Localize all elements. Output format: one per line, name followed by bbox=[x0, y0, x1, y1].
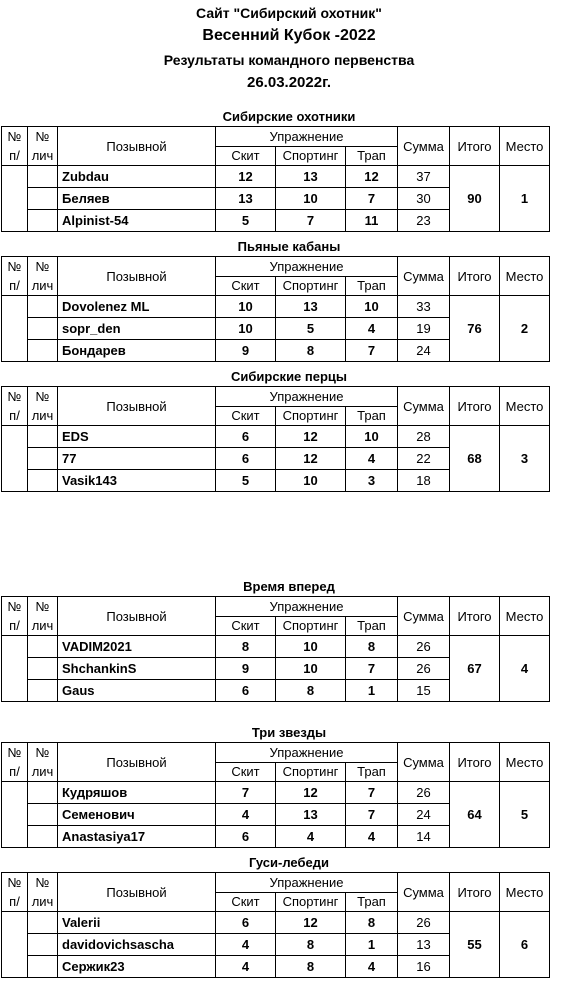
player-row bbox=[2, 296, 550, 318]
team-name: Три звезды bbox=[251, 725, 327, 740]
col-header-exercise: Упражнение bbox=[216, 387, 398, 407]
player-index-cell bbox=[28, 636, 58, 658]
player-nick: sopr_den bbox=[58, 318, 216, 340]
col-header-sum: Сумма bbox=[398, 387, 450, 426]
player-sum: 23 bbox=[398, 210, 450, 232]
skeet-score: 6 bbox=[216, 826, 276, 848]
col-header-exercise: Упражнение bbox=[216, 127, 398, 147]
col-header-exercise: Упражнение bbox=[216, 873, 398, 893]
col-header-total: Итого bbox=[450, 873, 500, 912]
player-index-cell bbox=[28, 296, 58, 318]
team-total: 64 bbox=[450, 782, 500, 848]
player-index-cell bbox=[28, 448, 58, 470]
trap-score: 8 bbox=[346, 912, 398, 934]
team-name: Гуси-лебеди bbox=[249, 855, 329, 870]
sporting-score: 8 bbox=[276, 680, 346, 702]
trap-score: 8 bbox=[346, 636, 398, 658]
player-index-cell bbox=[28, 826, 58, 848]
col-header-total: Итого bbox=[450, 597, 500, 636]
team-total: 55 bbox=[450, 912, 500, 978]
trap-score: 4 bbox=[346, 826, 398, 848]
skeet-score: 10 bbox=[216, 296, 276, 318]
player-index-cell bbox=[28, 470, 58, 492]
team-index-cell bbox=[2, 426, 28, 492]
col-header-place: Место bbox=[500, 257, 550, 296]
col-header-num-lich: № лич bbox=[28, 873, 58, 912]
sporting-score: 13 bbox=[276, 166, 346, 188]
player-nick: Бондарев bbox=[58, 340, 216, 362]
trap-score: 10 bbox=[346, 296, 398, 318]
col-header-trap: Трап bbox=[346, 616, 398, 636]
col-header-total: Итого bbox=[450, 743, 500, 782]
col-header-num-lich: № лич bbox=[28, 597, 58, 636]
team-place: 1 bbox=[500, 166, 550, 232]
player-nick: 77 bbox=[58, 448, 216, 470]
player-nick: Dovolenez ML bbox=[58, 296, 216, 318]
player-row bbox=[2, 782, 550, 804]
col-header-trap: Трап bbox=[346, 146, 398, 166]
team-index-cell bbox=[2, 636, 28, 702]
skeet-score: 5 bbox=[216, 470, 276, 492]
skeet-score: 13 bbox=[216, 188, 276, 210]
sporting-score: 12 bbox=[276, 426, 346, 448]
player-nick: Alpinist-54 bbox=[58, 210, 216, 232]
col-header-place: Место bbox=[500, 127, 550, 166]
team-results-table bbox=[1, 742, 550, 848]
col-header-place: Место bbox=[500, 873, 550, 912]
trap-score: 7 bbox=[346, 782, 398, 804]
col-header-sporting: Спортинг bbox=[276, 276, 346, 296]
col-header-num-lich: № лич bbox=[28, 127, 58, 166]
col-header-skeet: Скит bbox=[216, 616, 276, 636]
player-index-cell bbox=[28, 210, 58, 232]
skeet-score: 9 bbox=[216, 340, 276, 362]
player-nick: EDS bbox=[58, 426, 216, 448]
player-index-cell bbox=[28, 340, 58, 362]
team-results-table bbox=[1, 256, 550, 362]
col-header-sporting: Спортинг bbox=[276, 762, 346, 782]
player-row bbox=[2, 426, 550, 448]
col-header-exercise: Упражнение bbox=[216, 743, 398, 763]
col-header-num-p: № п/ bbox=[2, 597, 28, 636]
player-sum: 24 bbox=[398, 804, 450, 826]
col-header-trap: Трап bbox=[346, 406, 398, 426]
col-header-nick: Позывной bbox=[58, 257, 216, 296]
player-sum: 22 bbox=[398, 448, 450, 470]
player-index-cell bbox=[28, 166, 58, 188]
skeet-score: 4 bbox=[216, 804, 276, 826]
skeet-score: 6 bbox=[216, 448, 276, 470]
col-header-num-lich: № лич bbox=[28, 387, 58, 426]
team-results-table bbox=[1, 872, 550, 978]
team-name: Сибирские охотники bbox=[222, 109, 356, 124]
sporting-score: 12 bbox=[276, 448, 346, 470]
skeet-score: 4 bbox=[216, 956, 276, 978]
player-sum: 13 bbox=[398, 934, 450, 956]
sporting-score: 4 bbox=[276, 826, 346, 848]
col-header-num-lich: № лич bbox=[28, 743, 58, 782]
player-nick: Vasik143 bbox=[58, 470, 216, 492]
trap-score: 3 bbox=[346, 470, 398, 492]
trap-score: 11 bbox=[346, 210, 398, 232]
col-header-num-p: № п/ bbox=[2, 257, 28, 296]
player-sum: 37 bbox=[398, 166, 450, 188]
col-header-skeet: Скит bbox=[216, 892, 276, 912]
col-header-sum: Сумма bbox=[398, 597, 450, 636]
col-header-skeet: Скит bbox=[216, 146, 276, 166]
player-index-cell bbox=[28, 804, 58, 826]
team-place: 4 bbox=[500, 636, 550, 702]
col-header-trap: Трап bbox=[346, 762, 398, 782]
event-date: 26.03.2022г. bbox=[247, 74, 331, 91]
col-header-skeet: Скит bbox=[216, 276, 276, 296]
col-header-sum: Сумма bbox=[398, 743, 450, 782]
player-sum: 33 bbox=[398, 296, 450, 318]
skeet-score: 9 bbox=[216, 658, 276, 680]
player-index-cell bbox=[28, 934, 58, 956]
trap-score: 1 bbox=[346, 934, 398, 956]
col-header-trap: Трап bbox=[346, 892, 398, 912]
player-index-cell bbox=[28, 318, 58, 340]
col-header-nick: Позывной bbox=[58, 387, 216, 426]
col-header-place: Место bbox=[500, 743, 550, 782]
col-header-total: Итого bbox=[450, 257, 500, 296]
col-header-num-p: № п/ bbox=[2, 873, 28, 912]
col-header-exercise: Упражнение bbox=[216, 597, 398, 617]
sporting-score: 8 bbox=[276, 934, 346, 956]
col-header-num-p: № п/ bbox=[2, 387, 28, 426]
player-nick: Valerii bbox=[58, 912, 216, 934]
col-header-sum: Сумма bbox=[398, 257, 450, 296]
site-title: Сайт "Сибирский охотник" bbox=[196, 5, 382, 21]
team-index-cell bbox=[2, 166, 28, 232]
col-header-nick: Позывной bbox=[58, 743, 216, 782]
col-header-nick: Позывной bbox=[58, 127, 216, 166]
col-header-sporting: Спортинг bbox=[276, 406, 346, 426]
team-results-table bbox=[1, 386, 550, 492]
sporting-score: 5 bbox=[276, 318, 346, 340]
trap-score: 1 bbox=[346, 680, 398, 702]
col-header-sum: Сумма bbox=[398, 873, 450, 912]
player-nick: Gaus bbox=[58, 680, 216, 702]
sporting-score: 10 bbox=[276, 636, 346, 658]
col-header-num-p: № п/ bbox=[2, 127, 28, 166]
sporting-score: 12 bbox=[276, 912, 346, 934]
team-place: 2 bbox=[500, 296, 550, 362]
player-nick: VADIM2021 bbox=[58, 636, 216, 658]
skeet-score: 6 bbox=[216, 680, 276, 702]
skeet-score: 6 bbox=[216, 912, 276, 934]
skeet-score: 7 bbox=[216, 782, 276, 804]
cup-title: Весенний Кубок -2022 bbox=[202, 27, 376, 44]
player-sum: 16 bbox=[398, 956, 450, 978]
player-sum: 26 bbox=[398, 658, 450, 680]
col-header-total: Итого bbox=[450, 127, 500, 166]
player-nick: Семенович bbox=[58, 804, 216, 826]
trap-score: 7 bbox=[346, 804, 398, 826]
col-header-num-lich: № лич bbox=[28, 257, 58, 296]
sporting-score: 13 bbox=[276, 296, 346, 318]
team-index-cell bbox=[2, 912, 28, 978]
skeet-score: 8 bbox=[216, 636, 276, 658]
trap-score: 7 bbox=[346, 658, 398, 680]
results-subtitle: Результаты командного первенства bbox=[163, 52, 415, 68]
col-header-nick: Позывной bbox=[58, 873, 216, 912]
player-sum: 14 bbox=[398, 826, 450, 848]
col-header-sporting: Спортинг bbox=[276, 146, 346, 166]
team-results-table bbox=[1, 126, 550, 232]
team-name: Время вперед bbox=[243, 579, 335, 594]
player-nick: davidovichsascha bbox=[58, 934, 216, 956]
player-nick: ShchankinS bbox=[58, 658, 216, 680]
col-header-place: Место bbox=[500, 597, 550, 636]
trap-score: 7 bbox=[346, 188, 398, 210]
skeet-score: 6 bbox=[216, 426, 276, 448]
player-nick: Сержик23 bbox=[58, 956, 216, 978]
player-sum: 30 bbox=[398, 188, 450, 210]
player-sum: 28 bbox=[398, 426, 450, 448]
team-place: 5 bbox=[500, 782, 550, 848]
col-header-place: Место bbox=[500, 387, 550, 426]
player-nick: Кудряшов bbox=[58, 782, 216, 804]
trap-score: 4 bbox=[346, 956, 398, 978]
sporting-score: 10 bbox=[276, 188, 346, 210]
sporting-score: 7 bbox=[276, 210, 346, 232]
player-sum: 15 bbox=[398, 680, 450, 702]
team-total: 90 bbox=[450, 166, 500, 232]
player-sum: 26 bbox=[398, 636, 450, 658]
skeet-score: 4 bbox=[216, 934, 276, 956]
player-index-cell bbox=[28, 680, 58, 702]
team-place: 6 bbox=[500, 912, 550, 978]
trap-score: 4 bbox=[346, 448, 398, 470]
player-sum: 18 bbox=[398, 470, 450, 492]
player-sum: 19 bbox=[398, 318, 450, 340]
team-place: 3 bbox=[500, 426, 550, 492]
player-row bbox=[2, 636, 550, 658]
sporting-score: 10 bbox=[276, 658, 346, 680]
player-nick: Беляев bbox=[58, 188, 216, 210]
sporting-score: 13 bbox=[276, 804, 346, 826]
team-total: 67 bbox=[450, 636, 500, 702]
player-index-cell bbox=[28, 188, 58, 210]
player-row bbox=[2, 166, 550, 188]
player-index-cell bbox=[28, 782, 58, 804]
player-nick: Zubdau bbox=[58, 166, 216, 188]
player-index-cell bbox=[28, 956, 58, 978]
player-sum: 24 bbox=[398, 340, 450, 362]
col-header-num-p: № п/ bbox=[2, 743, 28, 782]
sporting-score: 8 bbox=[276, 340, 346, 362]
player-nick: Anastasiya17 bbox=[58, 826, 216, 848]
skeet-score: 10 bbox=[216, 318, 276, 340]
sporting-score: 12 bbox=[276, 782, 346, 804]
player-index-cell bbox=[28, 912, 58, 934]
player-index-cell bbox=[28, 426, 58, 448]
team-name: Пьяные кабаны bbox=[237, 239, 341, 254]
col-header-sporting: Спортинг bbox=[276, 616, 346, 636]
col-header-skeet: Скит bbox=[216, 406, 276, 426]
trap-score: 7 bbox=[346, 340, 398, 362]
col-header-trap: Трап bbox=[346, 276, 398, 296]
player-row bbox=[2, 912, 550, 934]
sporting-score: 10 bbox=[276, 470, 346, 492]
trap-score: 12 bbox=[346, 166, 398, 188]
player-sum: 26 bbox=[398, 782, 450, 804]
team-index-cell bbox=[2, 782, 28, 848]
sporting-score: 8 bbox=[276, 956, 346, 978]
trap-score: 4 bbox=[346, 318, 398, 340]
team-total: 68 bbox=[450, 426, 500, 492]
player-index-cell bbox=[28, 658, 58, 680]
player-sum: 26 bbox=[398, 912, 450, 934]
team-name: Сибирские перцы bbox=[230, 369, 348, 384]
col-header-sum: Сумма bbox=[398, 127, 450, 166]
col-header-nick: Позывной bbox=[58, 597, 216, 636]
team-results-table bbox=[1, 596, 550, 702]
skeet-score: 12 bbox=[216, 166, 276, 188]
skeet-score: 5 bbox=[216, 210, 276, 232]
team-total: 76 bbox=[450, 296, 500, 362]
col-header-sporting: Спортинг bbox=[276, 892, 346, 912]
col-header-skeet: Скит bbox=[216, 762, 276, 782]
team-index-cell bbox=[2, 296, 28, 362]
trap-score: 10 bbox=[346, 426, 398, 448]
col-header-exercise: Упражнение bbox=[216, 257, 398, 277]
col-header-total: Итого bbox=[450, 387, 500, 426]
